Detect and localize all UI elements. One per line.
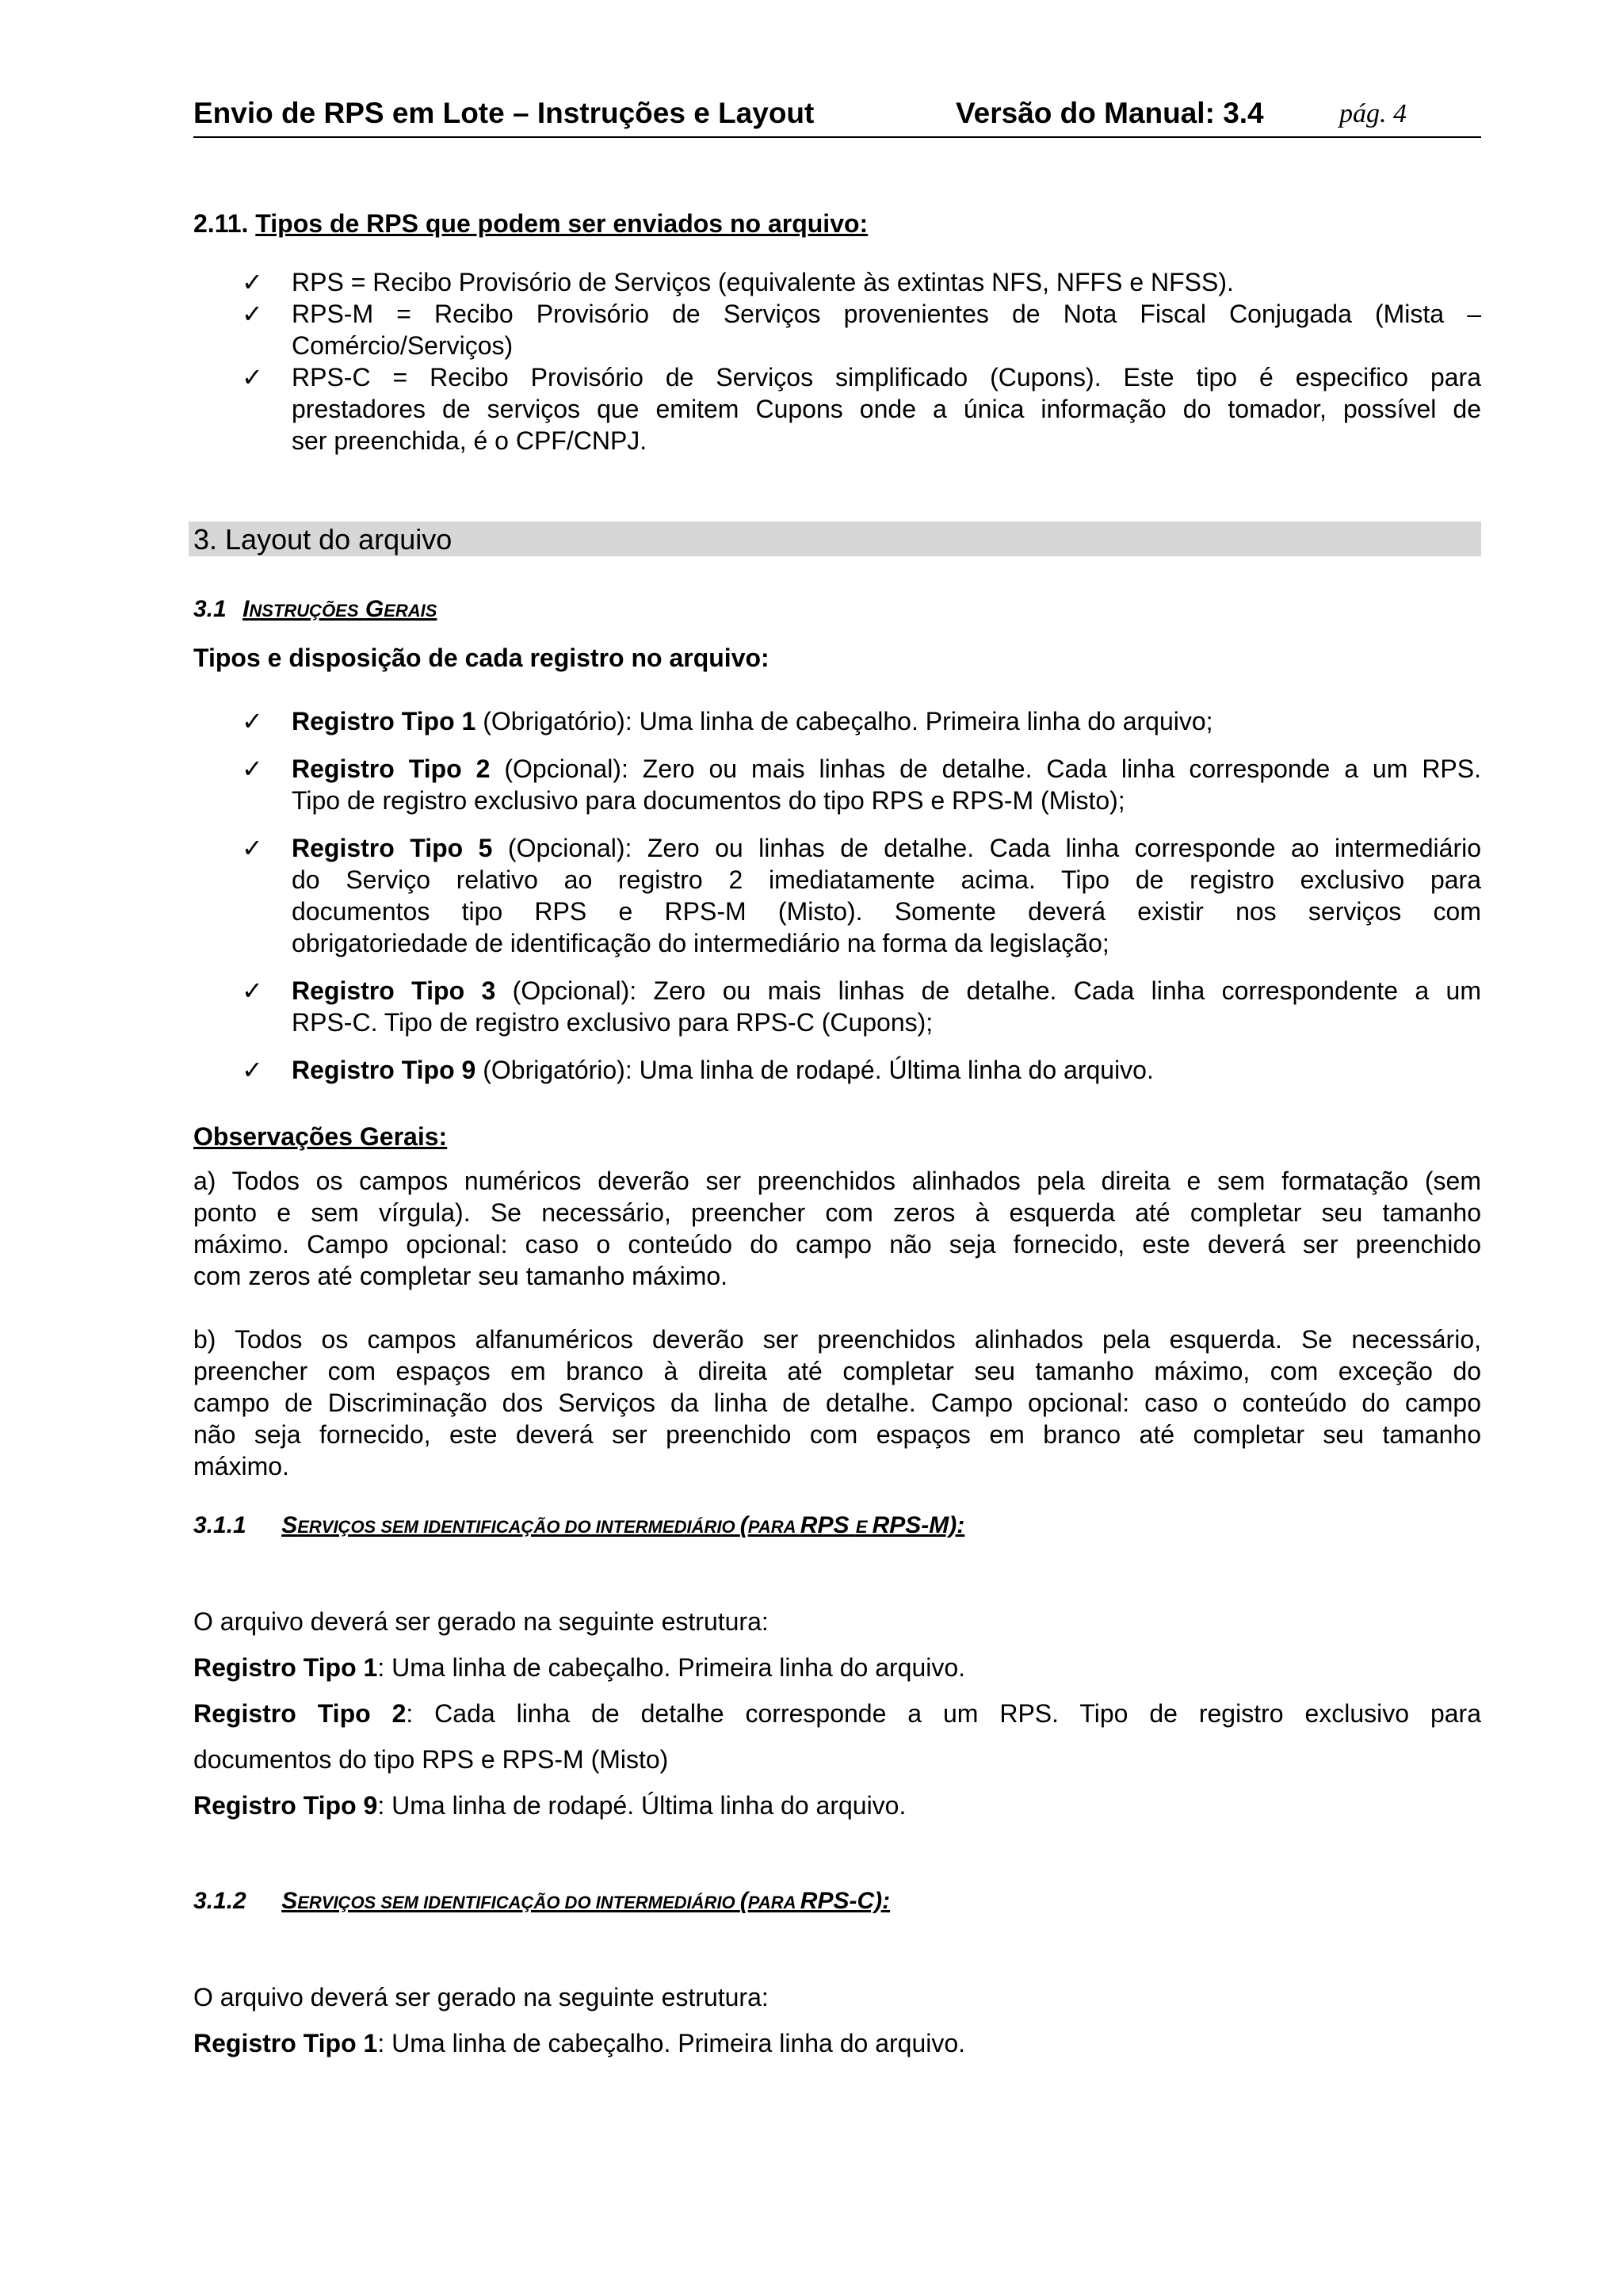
title-part: G — [365, 596, 384, 622]
record-item — [292, 975, 1481, 1038]
section-title — [281, 1888, 890, 1914]
text-line: (Obrigatório): Uma linha de cabeçalho. Primeira linha do arquivo; — [475, 707, 1213, 735]
structure-record-1 — [193, 2027, 965, 2059]
record-item — [292, 705, 1481, 737]
text-line: prestadores de serviços que emitem Cupons onde a única informação do tomador, possível de — [292, 395, 1481, 423]
text-line: preencher com espaços em branco à direita até completar seu tamanho máximo, com exceção do — [193, 1357, 1481, 1385]
structure-record-2-cont: documentos do tipo RPS e RPS-M (Misto) — [193, 1745, 669, 1774]
section-number: 3.1.2 — [193, 1888, 246, 1914]
text-line: não seja fornecido, este deverá ser preenchido com espaços em branco até completar seu tamanho — [193, 1420, 1481, 1449]
section-number: 3.1.1 — [193, 1512, 246, 1538]
section-3-1-heading — [193, 596, 437, 623]
title-part: RPS-C): — [800, 1888, 891, 1914]
record-label: Registro Tipo 2 — [292, 755, 491, 783]
header-title: Envio de RPS em Lote – Instruções e Layout — [193, 97, 815, 129]
section-title — [242, 596, 437, 622]
check-icon: ✓ — [242, 362, 263, 392]
section-title — [281, 1512, 964, 1538]
check-icon: ✓ — [242, 267, 263, 297]
header-version: Versão do Manual: 3.4 — [956, 97, 1264, 129]
text-line: (Obrigatório): Uma linha de rodapé. Última linha do arquivo. — [475, 1056, 1154, 1084]
text-line: (Opcional): Zero ou linhas de detalhe. Cada linha corresponde ao intermediário — [492, 834, 1482, 862]
title-part: ERAIS — [384, 601, 437, 621]
title-part: RPS — [800, 1512, 856, 1538]
section-3-1-2-heading — [193, 1888, 890, 1915]
title-part: ERVIÇOS SEM IDENTIFICAÇÃO DO INTERMEDIÁRIO — [297, 1517, 740, 1537]
structure-intro: O arquivo deverá ser gerado na seguinte estrutura: — [193, 1983, 769, 2011]
observation-a — [193, 1165, 1481, 1292]
text-line: RPS-C. Tipo de registro exclusivo para RPS-C (Cupons); — [292, 1008, 934, 1037]
rps-type-item — [292, 361, 1481, 457]
title-part: S — [281, 1512, 298, 1538]
title-part: RPS-M): — [872, 1512, 965, 1538]
text-line: campo de Discriminação dos Serviços da linha de detalhe. Campo opcional: caso o conteúdo do campo — [193, 1389, 1481, 1417]
observation-b — [193, 1324, 1481, 1482]
section-3-1-1-heading — [193, 1512, 964, 1539]
text-line: máximo. Campo opcional: caso o conteúdo do campo não seja fornecido, este deverá ser preenchido — [193, 1230, 1481, 1259]
title-part: S — [281, 1888, 298, 1914]
text-line: Comércio/Serviços) — [292, 331, 514, 360]
text-line: (Opcional): Zero ou mais linhas de detalhe. Cada linha corresponde a um RPS. — [490, 755, 1482, 783]
check-icon: ✓ — [242, 754, 263, 784]
title-part: ( — [739, 1512, 748, 1538]
text-line: b) Todos os campos alfanuméricos deverão ser preenchidos alinhados pela esquerda. Se necessário, — [193, 1325, 1481, 1354]
structure-record-1 — [193, 1652, 965, 1683]
title-part: NSTRUÇÕES — [249, 601, 359, 621]
section-3-title: 3. Layout do arquivo — [193, 523, 453, 556]
text-line: Tipo de registro exclusivo para documentos do tipo RPS e RPS-M (Misto); — [292, 786, 1125, 815]
title-part: I — [242, 596, 250, 622]
record-text: : Uma linha de cabeçalho. Primeira linha do arquivo. — [377, 1653, 966, 1682]
record-label: Registro Tipo 9 — [292, 1056, 476, 1084]
title-part: ERVIÇOS SEM IDENTIFICAÇÃO DO INTERMEDIÁRIO — [297, 1893, 740, 1912]
records-subtitle: Tipos e disposição de cada registro no arquivo: — [193, 644, 769, 672]
record-label: Registro Tipo 2 — [193, 1699, 407, 1728]
text-line: RPS = Recibo Provisório de Serviços (equivalente às extintas NFS, NFFS e NFSS). — [292, 268, 1234, 296]
record-label: Registro Tipo 3 — [292, 976, 496, 1005]
check-icon: ✓ — [242, 1055, 263, 1085]
text-line: do Serviço relativo ao registro 2 imediatamente acima. Tipo de registro exclusivo para — [292, 865, 1481, 894]
check-icon: ✓ — [242, 706, 263, 736]
text-line: obrigatoriedade de identificação do intermediário na forma da legislação; — [292, 929, 1109, 957]
check-icon: ✓ — [242, 976, 263, 1006]
section-title: Tipos de RPS que podem ser enviados no arquivo: — [255, 209, 869, 238]
text-line: com zeros até completar seu tamanho máximo. — [193, 1262, 728, 1290]
structure-intro: O arquivo deverá ser gerado na seguinte estrutura: — [193, 1607, 769, 1636]
structure-record-9 — [193, 1790, 906, 1821]
text-line: ponto e sem vírgula). Se necessário, preencher com zeros à esquerda até completar seu tamanho — [193, 1198, 1481, 1227]
text-line: a) Todos os campos numéricos deverão ser preenchidos alinhados pela direita e sem formatação (sem — [193, 1167, 1481, 1195]
record-text: : Cada linha de detalhe corresponde a um RPS. Tipo de registro exclusivo para — [406, 1699, 1482, 1728]
title-part: PARA — [747, 1893, 800, 1912]
page-header — [193, 97, 1481, 138]
text-line: ser preenchida, é o CPF/CNPJ. — [292, 426, 647, 455]
structure-record-2 — [193, 1698, 1481, 1729]
check-icon: ✓ — [242, 833, 263, 863]
text-line: RPS-C = Recibo Provisório de Serviços simplificado (Cupons). Este tipo é especifico para — [292, 363, 1481, 392]
record-item — [292, 1054, 1481, 1086]
record-label: Registro Tipo 1 — [193, 1653, 378, 1682]
record-item — [292, 832, 1481, 959]
section-2-11-heading — [193, 208, 868, 239]
record-label: Registro Tipo 1 — [193, 2029, 378, 2057]
record-label: Registro Tipo 1 — [292, 707, 476, 735]
rps-type-item — [292, 298, 1481, 361]
observations-title: Observações Gerais: — [193, 1122, 448, 1151]
section-number: 3.1 — [193, 596, 227, 622]
title-part: PARA — [747, 1517, 800, 1537]
title-part: E — [855, 1517, 873, 1537]
record-label: Registro Tipo 9 — [193, 1791, 378, 1820]
record-item — [292, 753, 1481, 816]
text-line: máximo. — [193, 1452, 289, 1480]
text-line: RPS-M = Recibo Provisório de Serviços provenientes de Nota Fiscal Conjugada (Mista – — [292, 300, 1481, 328]
check-icon: ✓ — [242, 299, 263, 329]
record-text: : Uma linha de rodapé. Última linha do arquivo. — [377, 1791, 907, 1820]
section-number: 2.11. — [193, 209, 249, 238]
text-line: documentos tipo RPS e RPS-M (Misto). Somente deverá existir nos serviços com — [292, 897, 1481, 926]
record-label: Registro Tipo 5 — [292, 834, 493, 862]
record-text: : Uma linha de cabeçalho. Primeira linha do arquivo. — [377, 2029, 966, 2057]
text-line: (Opcional): Zero ou mais linhas de detalhe. Cada linha correspondente a um — [495, 976, 1482, 1005]
header-page-number: pág. 4 — [1339, 99, 1407, 128]
rps-type-item — [292, 266, 1234, 298]
title-part: ( — [739, 1888, 748, 1914]
